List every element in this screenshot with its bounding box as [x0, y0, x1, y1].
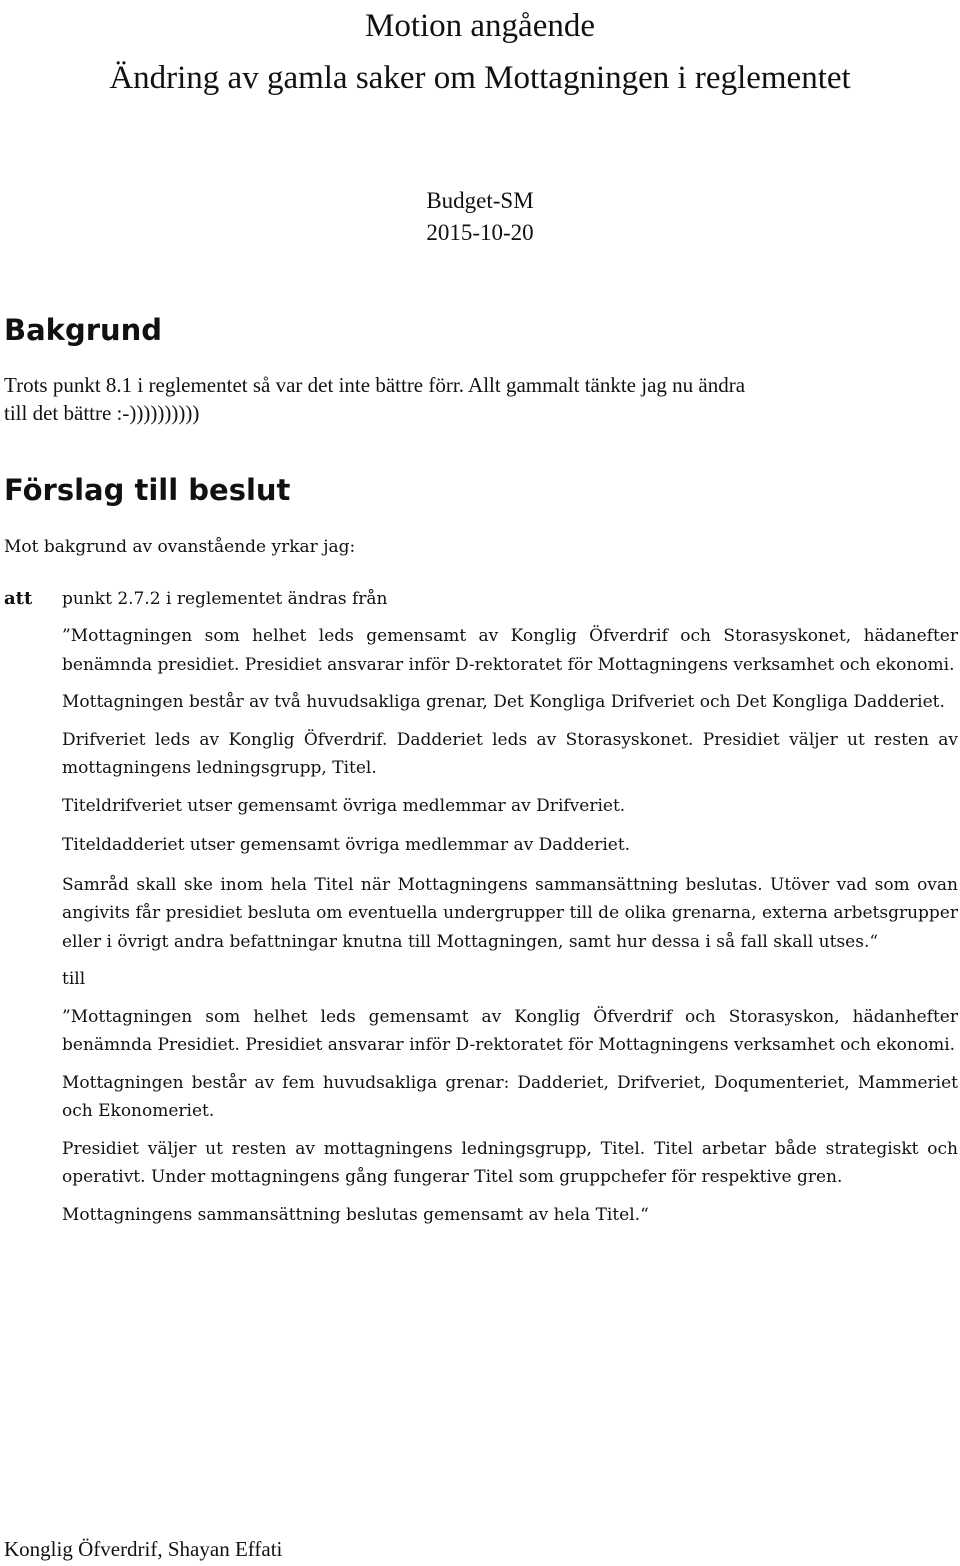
- document-title: [0, 0, 960, 104]
- to-paragraph-1: ”Mottagningen som helhet leds gemensamt av Konglig Öfverdrif och Storasyskon, hädanhefter benämnda Presidiet. Presidiet ansvarar inför D-rektoratet för Mottagningens verksamhet och ekonomi.: [62, 1006, 958, 1055]
- to-paragraph-4: Mottagningens sammansättning beslutas gemensamt av hela Titel.“: [62, 1204, 649, 1225]
- proposal-heading: Förslag till beslut: [4, 473, 291, 507]
- title-line-1: Motion angående: [364, 8, 596, 44]
- from-paragraph-3: Drifveriet leds av Konglig Öfverdrif. Dadderiet leds av Storasyskonet. Presidiet väljer ut resten av mottagningens ledningsgrupp, Titel.: [62, 729, 958, 778]
- background-text-line-1: Trots punkt 8.1 i reglementet så var det inte bättre förr. Allt gammalt tänkte jag nu ändra: [4, 373, 746, 397]
- from-paragraph-2: Mottagningen består av två huvudsakliga grenar, Det Kongliga Drifveriet och Det Kongliga Dadderiet.: [62, 692, 945, 712]
- from-paragraph-4: Titeldrifveriet utser gemensamt övriga medlemmar av Drifveriet.: [62, 795, 626, 816]
- to-word: till: [62, 969, 86, 989]
- to-paragraph-3: Presidiet väljer ut resten av mottagningens ledningsgrupp, Titel. Titel arbetar både strategiskt och operativt. Under mottagningens gång fungerar Titel som gruppchefer för respektive gren.: [62, 1138, 958, 1187]
- background-text-line-2: till det bättre :-)))))))))): [4, 401, 200, 425]
- meeting-date: 2015-10-20: [426, 220, 534, 245]
- meeting-name: Budget-SM: [426, 188, 534, 213]
- proposal-intro: Mot bakgrund av ovanstående yrkar jag:: [4, 537, 356, 557]
- from-paragraph-1: ”Mottagningen som helhet leds gemensamt av Konglig Öfverdrif och Storasyskonet, hädanefter benämnda presidiet. Presidiet ansvarar inför D-rektoratet för Mottagningens verksamhet och ekonomi.: [62, 626, 958, 675]
- background-text: [4, 371, 958, 427]
- title-line-2: Ändring av gamla saker om Mottagningen i reglementet: [109, 60, 851, 96]
- proposal-lead: punkt 2.7.2 i reglementet ändras från: [62, 589, 388, 609]
- from-paragraph-5: Titeldadderiet utser gemensamt övriga medlemmar av Dadderiet.: [62, 835, 631, 855]
- from-paragraph-6: Samråd skall ske inom hela Titel när Mottagningens sammansättning beslutas. Utöver vad som ovan angivits får presidiet besluta om eventuella undergrupper till de olika grenarna, externa arbetsgrupper eller i övrigt andra befattningar knutna till Mottagningen, samt hur dessa i så fall skall utses.“: [62, 874, 958, 952]
- background-heading: Bakgrund: [4, 313, 163, 347]
- to-paragraph-2: Mottagningen består av fem huvudsakliga grenar: Dadderiet, Drifveriet, Doqumenteriet, Mammeriet och Ekonomeriet.: [62, 1072, 958, 1121]
- att-label: att: [4, 588, 33, 609]
- proposal-body: [62, 622, 958, 1238]
- document-meta: [0, 185, 960, 249]
- authors: Konglig Öfverdrif, Shayan Effati: [4, 1537, 283, 1561]
